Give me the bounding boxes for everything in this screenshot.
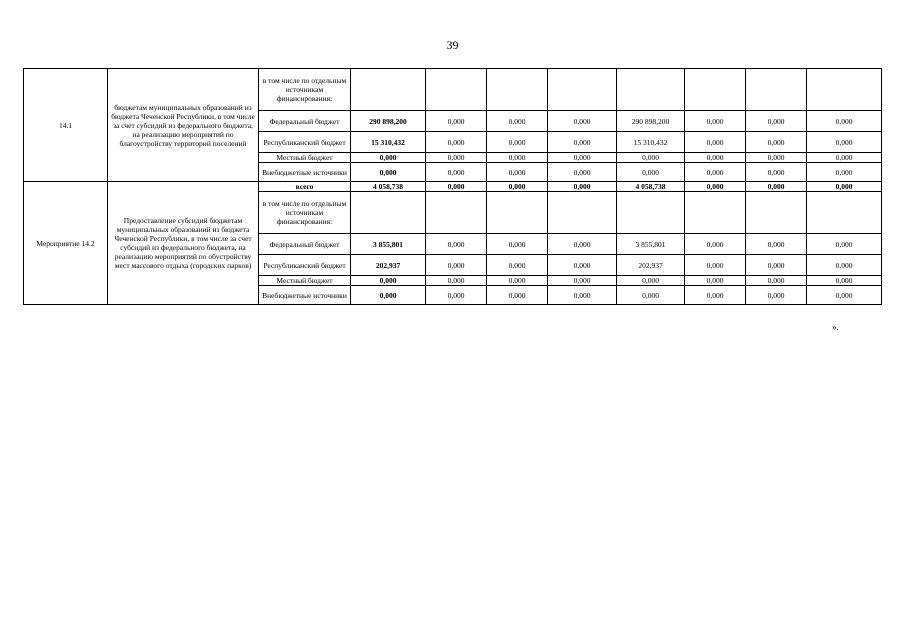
value-cell [746,192,807,234]
value-cell: 0,000 [426,286,487,305]
value-cell: 0,000 [487,255,548,276]
value-cell [548,69,617,111]
value-cell [487,69,548,111]
value-cell: 0,000 [426,132,487,153]
value-cell: 0,000 [807,276,882,286]
funding-table [23,68,882,305]
value-cell: 0,000 [685,163,746,182]
value-cell: 0,000 [685,153,746,163]
value-cell: 0,000 [617,153,685,163]
measure-description: Предоставление субсидий бюджетам муниципальных образований из бюджета Чеченской Республики, в том числе за счет субсидий из федерального бюджета, на реализацию мероприятий по обустройству мест массового отдыха (городских парков) [108,182,259,305]
value-cell: 0,000 [548,286,617,305]
value-cell: 0,000 [487,286,548,305]
value-cell: 0,000 [548,163,617,182]
value-cell: 0,000 [807,111,882,132]
value-cell: 0,000 [487,276,548,286]
source-label: Республиканский бюджет [259,132,351,153]
value-cell: 0,000 [685,132,746,153]
value-cell: 0,000 [487,153,548,163]
value-cell: 0,000 [685,255,746,276]
source-label: Местный бюджет [259,276,351,286]
value-cell: 0,000 [426,234,487,255]
value-cell: 0,000 [548,234,617,255]
value-cell: 0,000 [746,132,807,153]
value-cell: 4 058,738 [617,182,685,192]
value-cell: 0,000 [617,286,685,305]
value-cell: 0,000 [548,132,617,153]
value-cell [351,192,426,234]
value-cell [807,69,882,111]
value-cell: 0,000 [351,163,426,182]
value-cell: 202,937 [351,255,426,276]
value-cell: 0,000 [807,234,882,255]
measure-number: Мероприятие 14.2 [24,182,108,305]
closing-quote: ». [832,322,839,332]
value-cell: 4 058,738 [351,182,426,192]
value-cell: 0,000 [426,255,487,276]
value-cell [685,192,746,234]
value-cell: 0,000 [487,132,548,153]
value-cell: 0,000 [487,111,548,132]
page-number: 39 [446,38,459,52]
measure-description: бюджетам муниципальных образований из бюджета Чеченской Республики, в том числе за счет субсидий из федерального бюджета, на реализацию мероприятий по благоустройству территорий поселений [108,69,259,182]
value-cell: 15 310,432 [351,132,426,153]
value-cell: 0,000 [807,163,882,182]
value-cell: 0,000 [685,286,746,305]
value-cell [617,69,685,111]
value-cell: 0,000 [426,163,487,182]
value-cell: 0,000 [746,234,807,255]
value-cell: 0,000 [685,276,746,286]
value-cell: 0,000 [487,163,548,182]
value-cell: 3 855,801 [351,234,426,255]
value-cell: 0,000 [548,111,617,132]
value-cell: 0,000 [351,286,426,305]
source-label: Внебюджетные источники [259,286,351,305]
value-cell [807,192,882,234]
value-cell [487,192,548,234]
value-cell: 0,000 [746,286,807,305]
value-cell: 0,000 [426,276,487,286]
value-cell: 0,000 [685,234,746,255]
value-cell: 0,000 [746,163,807,182]
value-cell: 0,000 [807,153,882,163]
value-cell: 0,000 [426,111,487,132]
value-cell: 0,000 [685,111,746,132]
source-label: Федеральный бюджет [259,234,351,255]
source-label: в том числе по отдельным источникам финансирования: [259,192,351,234]
value-cell: 0,000 [746,153,807,163]
source-label: Внебюджетные источники [259,163,351,182]
value-cell: 0,000 [617,163,685,182]
value-cell: 0,000 [548,276,617,286]
value-cell: 0,000 [746,255,807,276]
value-cell: 3 855,801 [617,234,685,255]
value-cell: 0,000 [426,153,487,163]
value-cell: 290 898,200 [617,111,685,132]
measure-number: 14.1 [24,69,108,182]
value-cell: 0,000 [426,182,487,192]
value-cell: 0,000 [487,234,548,255]
value-cell: 0,000 [685,182,746,192]
value-cell: 0,000 [617,276,685,286]
value-cell [685,69,746,111]
value-cell: 202,937 [617,255,685,276]
value-cell: 0,000 [807,255,882,276]
value-cell: 0,000 [351,276,426,286]
value-cell: 0,000 [351,153,426,163]
table-row [24,182,882,192]
value-cell: 0,000 [548,153,617,163]
value-cell: 0,000 [548,255,617,276]
source-label: в том числе по отдельным источникам финансирования: [259,69,351,111]
value-cell: 0,000 [807,132,882,153]
source-label: Местный бюджет [259,153,351,163]
source-label: всего [259,182,351,192]
value-cell [426,192,487,234]
source-label: Республиканский бюджет [259,255,351,276]
value-cell [426,69,487,111]
value-cell: 0,000 [807,286,882,305]
value-cell: 0,000 [807,182,882,192]
value-cell [617,192,685,234]
value-cell: 0,000 [746,276,807,286]
value-cell: 0,000 [487,182,548,192]
value-cell: 290 898,200 [351,111,426,132]
value-cell: 0,000 [746,182,807,192]
value-cell [548,192,617,234]
source-label: Федеральный бюджет [259,111,351,132]
value-cell: 15 310,432 [617,132,685,153]
table-row [24,69,882,111]
value-cell [746,69,807,111]
value-cell: 0,000 [746,111,807,132]
value-cell [351,69,426,111]
value-cell: 0,000 [548,182,617,192]
